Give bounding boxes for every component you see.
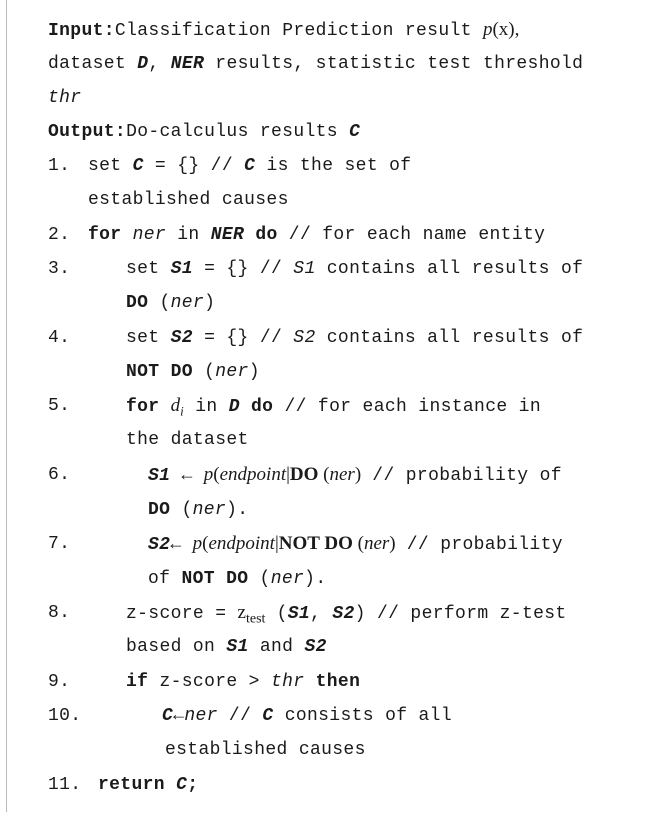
input-paren: (x), [492, 19, 520, 40]
step-1-C2: C [244, 156, 256, 176]
step-5-comment: // for each instance in [273, 397, 541, 417]
step-10-body [162, 702, 452, 730]
step-7-body: S2← p(endpoint|NOT DO (ner) // probability [148, 533, 563, 555]
step-4-S2: S2 [170, 328, 193, 348]
step-number: 8. [48, 603, 71, 623]
step-8-comma: , [310, 604, 333, 624]
left-border [6, 0, 7, 812]
arrow: ← [170, 535, 193, 555]
step-number: 2. [48, 225, 71, 245]
step-3-body [126, 255, 583, 283]
input-NER: NER [170, 54, 205, 74]
input-line [48, 16, 519, 44]
input-sep: , [148, 54, 171, 74]
step-7-S2: S2 [148, 535, 171, 555]
step-9 [48, 668, 361, 696]
step-8 [48, 599, 567, 627]
step-5-cont-text: the dataset [126, 430, 249, 450]
step-8-open: ( [265, 604, 288, 624]
step-10-sep: // [217, 706, 263, 726]
step-8-body [126, 599, 567, 628]
output-C: C [349, 122, 361, 142]
step-6-p: p [203, 464, 214, 485]
step-5-d: d [170, 395, 181, 416]
input-line-2 [48, 50, 583, 78]
step-4-ner: ner [215, 362, 249, 382]
step-1-comment: is the set of [255, 156, 412, 176]
step-1-body [88, 152, 411, 180]
step-1-cont-text: established causes [88, 190, 289, 210]
step-7-tail: ). [304, 569, 327, 589]
step-8-S1: S1 [287, 604, 311, 624]
step-4-eq: = {} // [192, 328, 294, 348]
step-6-ner: ner [329, 464, 355, 485]
input-thr: thr [48, 88, 82, 108]
step-number: 10. [48, 706, 82, 726]
step-4-NOTDO: NOT DO [126, 362, 193, 382]
step-5-in: in [184, 397, 229, 417]
step-7-endpoint: endpoint [208, 533, 275, 554]
step-10-cont [165, 736, 366, 764]
step-number: 9. [48, 672, 71, 692]
step-7-NOTDO2: NOT DO [181, 569, 249, 589]
step-6-body: S1 ← p(endpoint|DO (ner) // probability of [148, 464, 562, 486]
step-4 [48, 324, 584, 352]
step-6 [48, 461, 562, 489]
step-11-body [98, 771, 198, 799]
paren-open: ( [148, 293, 171, 313]
step-10-ner: ner [184, 706, 218, 726]
step-4-S2-ref: S2 [293, 328, 316, 348]
step-2-NER: NER [210, 225, 245, 245]
step-6-ner2: ner [192, 500, 227, 520]
step-10-cont-text: established causes [165, 740, 366, 760]
step-5-cont [126, 426, 249, 454]
step-8-S2b: S2 [304, 637, 327, 657]
step-8-cont [126, 633, 327, 661]
paren-close: ) [248, 362, 260, 382]
step-3-cont [126, 289, 215, 317]
step-3-DO: DO [126, 293, 149, 313]
step-6-endpoint: endpoint [219, 464, 287, 485]
step-9-thr: thr [270, 672, 305, 692]
step-number: 4. [48, 328, 71, 348]
input-text: Classification Prediction result [114, 21, 483, 41]
step-5 [48, 392, 541, 420]
step-8-based: based on [126, 637, 227, 657]
step-7-comment: // probability [395, 535, 563, 555]
step-11-semi: ; [187, 775, 199, 795]
step-10-C: C [162, 706, 174, 726]
paren-close: ) [204, 293, 216, 313]
step-6-S1: S1 [148, 466, 171, 486]
step-6-bar: | [286, 464, 290, 485]
step-8-comment: ) // perform z-test [354, 604, 567, 624]
step-2-ner: ner [132, 225, 167, 245]
kw-for: for [126, 397, 160, 417]
step-8-z: z [237, 602, 246, 623]
step-7-ner: ner [363, 533, 390, 554]
step-number: 3. [48, 259, 71, 279]
step-7-bar: | [274, 533, 279, 554]
step-number: 7. [48, 534, 71, 554]
step-2-body [88, 221, 545, 249]
step-7-cont: of NOT DO (ner). [148, 569, 327, 589]
input-px: p [482, 19, 493, 40]
input-dataset: dataset [48, 54, 138, 74]
output-text: Do-calculus results [126, 122, 350, 142]
step-4-comment: contains all results of [315, 328, 584, 348]
kw-for: for [88, 225, 122, 245]
step-2 [48, 221, 546, 249]
step-10-comment: consists of all [273, 706, 452, 726]
step-8-test: test [245, 611, 266, 627]
step-8-S1b: S1 [226, 637, 249, 657]
input-D: D [137, 54, 149, 74]
step-5-D: D [228, 397, 240, 417]
step-1-C: C [132, 156, 144, 176]
kw-return: return [98, 775, 165, 795]
kw-if: if [126, 672, 149, 692]
kw-then: then [315, 672, 361, 692]
step-3-comment: contains all results of [315, 259, 584, 279]
step-10 [48, 702, 452, 730]
step-10-C2: C [262, 706, 274, 726]
kw-do: do [255, 225, 278, 245]
step-6-comment: // probability of [361, 466, 562, 486]
step-3-set: set [126, 259, 171, 279]
step-1-cont [88, 186, 289, 214]
step-5-body [126, 392, 541, 421]
output-label: Output: [48, 122, 127, 142]
output-line [48, 118, 360, 146]
input-results: results, statistic test threshold [204, 54, 584, 74]
step-number: 6. [48, 465, 71, 485]
step-11-C: C [176, 775, 188, 795]
step-7 [48, 530, 563, 558]
step-9-body [126, 668, 360, 696]
step-3-S1-ref: S1 [293, 259, 316, 279]
kw-do: do [251, 397, 274, 417]
input-line-3 [48, 84, 81, 112]
step-number: 1. [48, 156, 71, 176]
step-7-p: p [192, 533, 203, 554]
input-label: Input: [48, 21, 115, 41]
step-2-comment: // for each name entity [277, 225, 546, 245]
step-1 [48, 152, 412, 180]
step-number: 11. [48, 775, 82, 795]
step-8-and: and [248, 637, 305, 657]
step-4-cont [126, 358, 260, 386]
step-1-set: set [88, 156, 133, 176]
step-8-zscore: z-score = [126, 604, 238, 624]
step-4-set: set [126, 328, 171, 348]
step-11 [48, 771, 199, 799]
step-5-i: i [180, 403, 185, 419]
step-3-S1: S1 [170, 259, 193, 279]
step-3-ner: ner [170, 293, 205, 313]
step-7-ner2: ner [270, 569, 305, 589]
step-number: 5. [48, 396, 71, 416]
arrow: ← [173, 706, 185, 726]
step-7-of: of [148, 569, 182, 589]
step-9-cond: z-score > [148, 672, 271, 692]
step-3 [48, 255, 584, 283]
step-2-in: in [166, 225, 211, 245]
step-8-S2: S2 [332, 604, 355, 624]
step-1-eq: = {} // [143, 156, 245, 176]
step-6-tail: ). [226, 500, 249, 520]
step-6-DO2: DO [148, 500, 171, 520]
step-6-DO: DO [289, 464, 319, 485]
step-4-body [126, 324, 583, 352]
arrow: ← [170, 466, 204, 486]
step-7-NOTDO: NOT DO [278, 533, 353, 554]
step-6-cont: DO (ner). [148, 500, 249, 520]
step-3-eq: = {} // [192, 259, 294, 279]
paren-open: ( [192, 362, 216, 382]
